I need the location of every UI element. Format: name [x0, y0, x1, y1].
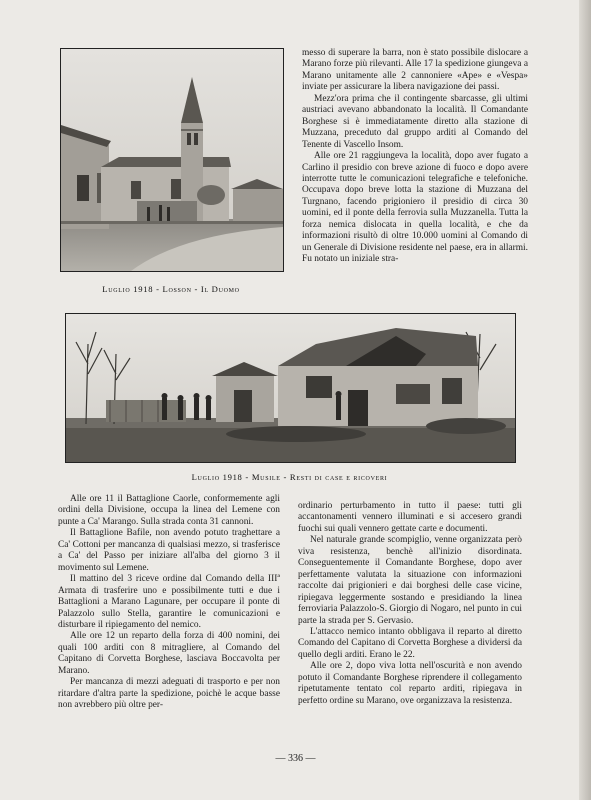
text-column-bottom-left — [58, 494, 280, 712]
paragraph: Alle ore 21 raggiungeva la località, dopo aver fugato a Carlino il presidio con breve azione di fuoco e dopo avere interrotte tutte le comunicazioni telegrafiche e telefoniche. Occupava dopo breve lotta la stazione di Muzzana del Turgnano, facendo prigioniero il presidio di circa 30 uomini, ed il ponte della ferrovia sulla Muzzanella. Tutta la forza nemica dislocata in quella località, e che da informazioni risultò di oltre 10.000 uomini al Comando di un Generale di Divisione residente nel paese, era in allarmi. Fu notato un iniziale stra- — [302, 151, 528, 265]
page-number: — 336 — — [275, 753, 316, 764]
paragraph: Alle ore 2, dopo viva lotta nell'oscurità e non avendo potuto il Comandante Borghese riprendere il collegamento ripetutamente tentato col reparto arditi, ripiegava in perfetto ordine su Marano, ove organizzava la resistenza. — [298, 661, 522, 706]
photo-losson-duomo — [60, 48, 284, 272]
paragraph: Il mattino del 3 riceve ordine dal Comando della IIIª Armata di trasferire uno e possibilmente tutti e due i Battaglioni a Marano Lagunare, per occupare il ponte di Palazzolo sullo Stella, garantire le comunicazioni e disturbare il ripiegamento del nemico. — [58, 574, 280, 630]
text-column-top-right — [302, 48, 528, 266]
paragraph: Il Battaglione Bafile, non avendo potuto traghettare a Ca' Cottoni per mancanza di qualsiasi mezzo, si trasferisce a Ca' del Passo per iniziare all'alba del giorno 3 il movimento sul Lemene. — [58, 528, 280, 573]
paragraph: Mezz'ora prima che il contingente sbarcasse, gli ultimi austriaci avevano abbandonato la località. Il Comandante Borghese si è immediatamente diretto alla stazione di Muzzana, preceduto dal gruppo arditi al Comando del Tenente di Vascello Insom. — [302, 93, 528, 150]
paragraph: Per mancanza di mezzi adeguati di trasporto e per non ritardare d'altra parte la spedizione, poichè le acque basse non avrebbero più oltre per- — [58, 677, 280, 711]
photo-musile-ruins — [65, 313, 516, 463]
paragraph: ordinario perturbamento in tutto il paese: tutti gli accantonamenti vennero illuminati e si accesero grandi fuochi sui quali vennero gettate carte e documenti. — [298, 501, 522, 534]
paragraph: Alle ore 12 un reparto della forza di 400 nomini, dei quali 100 arditi con 8 mitragliere, al Comando del Capitano di Corvetta Borghese, lasciava Boccavolta per Marano. — [58, 631, 280, 676]
paragraph: Alle ore 11 il Battaglione Caorle, conformemente agli ordini della Divisione, occupa la linea del Lemene con punte a Ca' Marango. Sulla strada conta 31 cannoni. — [58, 494, 280, 527]
paragraph: L'attacco nemico intanto obbligava il reparto al diretto Comando del Capitano di Corvetta Borghese a dividersi da quello degli arditi. Erano le 22. — [298, 626, 522, 660]
paragraph: Nel naturale grande scompiglio, venne organizzata però viva resistenza, benchè all'inizio disordinata. Conseguentemente il Comandante Borghese, dopo aver perfettamente valutata la situazione con informazioni raccolte dai prigionieri e dai borghesi delle case vicine, ripiegava leggermente sostando e presidiando la linea ferroviaria Palazzolo-S. Giorgio di Nogaro, nel punto in cui parte la strada per S. Gervasio. — [298, 535, 522, 626]
paragraph: messo di superare la barra, non è stato possibile dislocare a Marano forze più rilevanti. Alle 17 la spedizione giungeva a Marano unitamente alle 2 cannoniere «Ape» e «Vespa» inviate per assicurare la libera navigazione dei passi. — [302, 48, 528, 93]
photo-caption-musile: Luglio 1918 - Musile - Resti di case e ricoveri — [191, 472, 388, 482]
page-edge-shadow — [579, 0, 591, 800]
text-column-bottom-right — [298, 501, 522, 707]
photo-caption-losson: Luglio 1918 - Losson - Il Duomo — [102, 284, 240, 294]
